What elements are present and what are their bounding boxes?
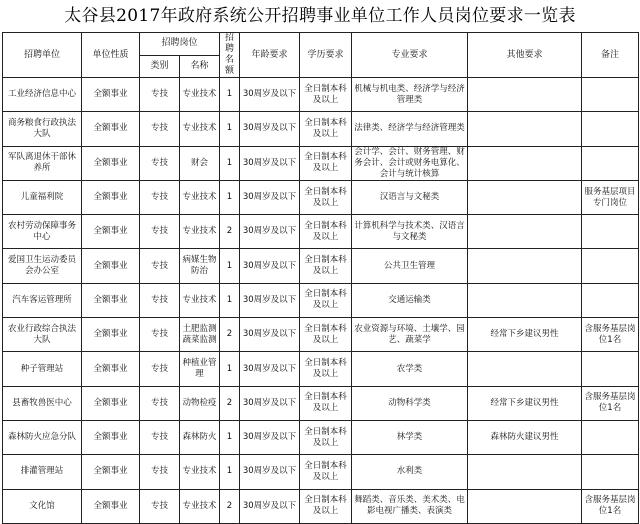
cell-age: 30周岁及以下	[240, 455, 300, 489]
cell-age: 30周岁及以下	[240, 318, 300, 352]
cell-unit: 军队离退休干部休养所	[3, 146, 82, 180]
cell-education: 全日制本科及以上	[300, 146, 352, 180]
table-row	[3, 78, 639, 112]
cell-category: 专技	[140, 352, 180, 386]
cell-remark	[582, 352, 639, 386]
cell-education: 全日制本科及以上	[300, 112, 352, 146]
cell-unit: 县畜牧兽医中心	[3, 386, 82, 420]
cell-unit: 工业经济信息中心	[3, 78, 82, 112]
cell-position-name: 专业技术	[180, 112, 220, 146]
cell-remark	[582, 455, 639, 489]
header-nature: 单位性质	[82, 33, 140, 78]
cell-major: 计算机科学与技术类、汉语言与文秘类	[352, 215, 468, 249]
cell-unit: 汽车客运管理所	[3, 283, 82, 317]
cell-category: 专技	[140, 78, 180, 112]
cell-nature: 全额事业	[82, 215, 140, 249]
cell-nature: 全额事业	[82, 180, 140, 214]
cell-remark	[582, 249, 639, 283]
cell-major: 机械与机电类、经济学与经济管理类	[352, 78, 468, 112]
cell-nature: 全额事业	[82, 455, 140, 489]
cell-age: 30周岁及以下	[240, 352, 300, 386]
header-age: 年龄要求	[240, 33, 300, 78]
table-row	[3, 420, 639, 454]
cell-nature: 全额事业	[82, 352, 140, 386]
table-row	[3, 112, 639, 146]
cell-education: 全日制本科及以上	[300, 455, 352, 489]
header-other: 其他要求	[468, 33, 582, 78]
cell-position-name: 森林防火	[180, 420, 220, 454]
cell-quota: 1	[220, 180, 240, 214]
cell-major: 农学类	[352, 352, 468, 386]
cell-nature: 全额事业	[82, 112, 140, 146]
cell-education: 全日制本科及以上	[300, 180, 352, 214]
cell-other	[468, 283, 582, 317]
cell-remark: 含服务基层岗位1名	[582, 489, 639, 523]
cell-remark: 含服务基层岗位1名	[582, 386, 639, 420]
cell-remark: 服务基层项目专门岗位	[582, 180, 639, 214]
cell-quota: 1	[220, 112, 240, 146]
table-row	[3, 283, 639, 317]
cell-nature: 全额事业	[82, 283, 140, 317]
cell-nature: 全额事业	[82, 318, 140, 352]
cell-education: 全日制本科及以上	[300, 78, 352, 112]
cell-position-name: 专业技术	[180, 489, 220, 523]
cell-quota: 1	[220, 283, 240, 317]
header-category: 类别	[140, 55, 180, 78]
cell-nature: 全额事业	[82, 420, 140, 454]
page-title: 太谷县2017年政府系统公开招聘事业单位工作人员岗位要求一览表	[64, 6, 576, 26]
cell-other	[468, 180, 582, 214]
cell-other	[468, 489, 582, 523]
cell-quota: 1	[220, 420, 240, 454]
cell-other	[468, 249, 582, 283]
table-row	[3, 455, 639, 489]
cell-quota: 1	[220, 249, 240, 283]
table-row	[3, 249, 639, 283]
cell-quota: 1	[220, 78, 240, 112]
cell-major: 法律类、经济学与经济管理类	[352, 112, 468, 146]
header-position-group: 招聘岗位	[140, 33, 220, 56]
table-row	[3, 352, 639, 386]
cell-unit: 爱国卫生运动委员会办公室	[3, 249, 82, 283]
cell-age: 30周岁及以下	[240, 78, 300, 112]
cell-position-name: 专业技术	[180, 215, 220, 249]
cell-age: 30周岁及以下	[240, 249, 300, 283]
cell-major: 动物科学类	[352, 386, 468, 420]
cell-remark	[582, 78, 639, 112]
cell-category: 专技	[140, 215, 180, 249]
cell-remark: 含服务基层岗位1名	[582, 318, 639, 352]
cell-position-name: 财会	[180, 146, 220, 180]
cell-position-name: 专业技术	[180, 455, 220, 489]
cell-other: 经常下乡建议男性	[468, 318, 582, 352]
cell-nature: 全额事业	[82, 249, 140, 283]
cell-category: 专技	[140, 386, 180, 420]
cell-education: 全日制本科及以上	[300, 283, 352, 317]
cell-age: 30周岁及以下	[240, 215, 300, 249]
cell-education: 全日制本科及以上	[300, 386, 352, 420]
cell-position-name: 病媒生物防治	[180, 249, 220, 283]
cell-quota: 1	[220, 352, 240, 386]
cell-quota: 2	[220, 386, 240, 420]
table-row	[3, 215, 639, 249]
cell-unit: 农业行政综合执法大队	[3, 318, 82, 352]
cell-other	[468, 455, 582, 489]
cell-other	[468, 215, 582, 249]
cell-major: 会计学、会计、财务管理、财务会计、会计或财务电算化、会计与统计核算	[352, 146, 468, 180]
cell-remark	[582, 420, 639, 454]
cell-age: 30周岁及以下	[240, 420, 300, 454]
cell-major: 公共卫生管理	[352, 249, 468, 283]
table-body	[3, 78, 639, 524]
cell-age: 30周岁及以下	[240, 283, 300, 317]
cell-quota: 1	[220, 146, 240, 180]
cell-category: 专技	[140, 249, 180, 283]
cell-major: 水利类	[352, 455, 468, 489]
header-education: 学历要求	[300, 33, 352, 78]
cell-position-name: 专业技术	[180, 180, 220, 214]
cell-category: 专技	[140, 420, 180, 454]
cell-quota: 2	[220, 215, 240, 249]
cell-unit: 儿童福利院	[3, 180, 82, 214]
cell-unit: 种子管理站	[3, 352, 82, 386]
cell-major: 农业资源与环境、土壤学、园艺、蔬菜学	[352, 318, 468, 352]
cell-position-name: 土肥监测蔬菜监测	[180, 318, 220, 352]
cell-education: 全日制本科及以上	[300, 318, 352, 352]
table-header	[3, 33, 639, 78]
cell-other: 森林防火建议男性	[468, 420, 582, 454]
cell-age: 30周岁及以下	[240, 146, 300, 180]
cell-category: 专技	[140, 318, 180, 352]
cell-category: 专技	[140, 455, 180, 489]
cell-other: 经常下乡建议男性	[468, 386, 582, 420]
cell-education: 全日制本科及以上	[300, 489, 352, 523]
cell-position-name: 种植业管理	[180, 352, 220, 386]
header-quota: 招聘名额	[220, 33, 240, 78]
cell-unit: 排灌管理站	[3, 455, 82, 489]
cell-remark	[582, 146, 639, 180]
table-row	[3, 146, 639, 180]
cell-age: 30周岁及以下	[240, 386, 300, 420]
cell-major: 交通运输类	[352, 283, 468, 317]
cell-nature: 全额事业	[82, 78, 140, 112]
cell-nature: 全额事业	[82, 386, 140, 420]
cell-quota: 1	[220, 455, 240, 489]
table-row	[3, 489, 639, 523]
cell-age: 30周岁及以下	[240, 180, 300, 214]
cell-unit: 森林防火应急分队	[3, 420, 82, 454]
cell-quota: 2	[220, 318, 240, 352]
cell-position-name: 专业技术	[180, 283, 220, 317]
cell-remark	[582, 283, 639, 317]
requirements-table	[2, 32, 639, 524]
header-remark: 备注	[582, 33, 639, 78]
cell-other	[468, 112, 582, 146]
cell-major: 汉语言与文秘类	[352, 180, 468, 214]
cell-other	[468, 352, 582, 386]
cell-unit: 文化馆	[3, 489, 82, 523]
cell-remark	[582, 215, 639, 249]
cell-unit: 商务粮食行政执法大队	[3, 112, 82, 146]
header-major: 专业要求	[352, 33, 468, 78]
cell-quota: 2	[220, 489, 240, 523]
table-row	[3, 318, 639, 352]
cell-category: 专技	[140, 146, 180, 180]
cell-remark	[582, 112, 639, 146]
cell-age: 30周岁及以下	[240, 112, 300, 146]
cell-nature: 全额事业	[82, 146, 140, 180]
cell-unit: 农村劳动保障事务中心	[3, 215, 82, 249]
cell-education: 全日制本科及以上	[300, 249, 352, 283]
cell-education: 全日制本科及以上	[300, 215, 352, 249]
table-row	[3, 386, 639, 420]
cell-age: 30周岁及以下	[240, 489, 300, 523]
cell-position-name: 动物检疫	[180, 386, 220, 420]
cell-major: 林学类	[352, 420, 468, 454]
cell-category: 专技	[140, 112, 180, 146]
header-name: 名称	[180, 55, 220, 78]
cell-major: 舞蹈类、音乐类、美术类、电影电视广播类、表演类	[352, 489, 468, 523]
cell-category: 专技	[140, 283, 180, 317]
cell-position-name: 专业技术	[180, 78, 220, 112]
header-unit: 招聘单位	[3, 33, 82, 78]
cell-education: 全日制本科及以上	[300, 352, 352, 386]
cell-nature: 全额事业	[82, 489, 140, 523]
cell-category: 专技	[140, 180, 180, 214]
cell-other	[468, 78, 582, 112]
cell-education: 全日制本科及以上	[300, 420, 352, 454]
cell-category: 专技	[140, 489, 180, 523]
cell-other	[468, 146, 582, 180]
table-row	[3, 180, 639, 214]
